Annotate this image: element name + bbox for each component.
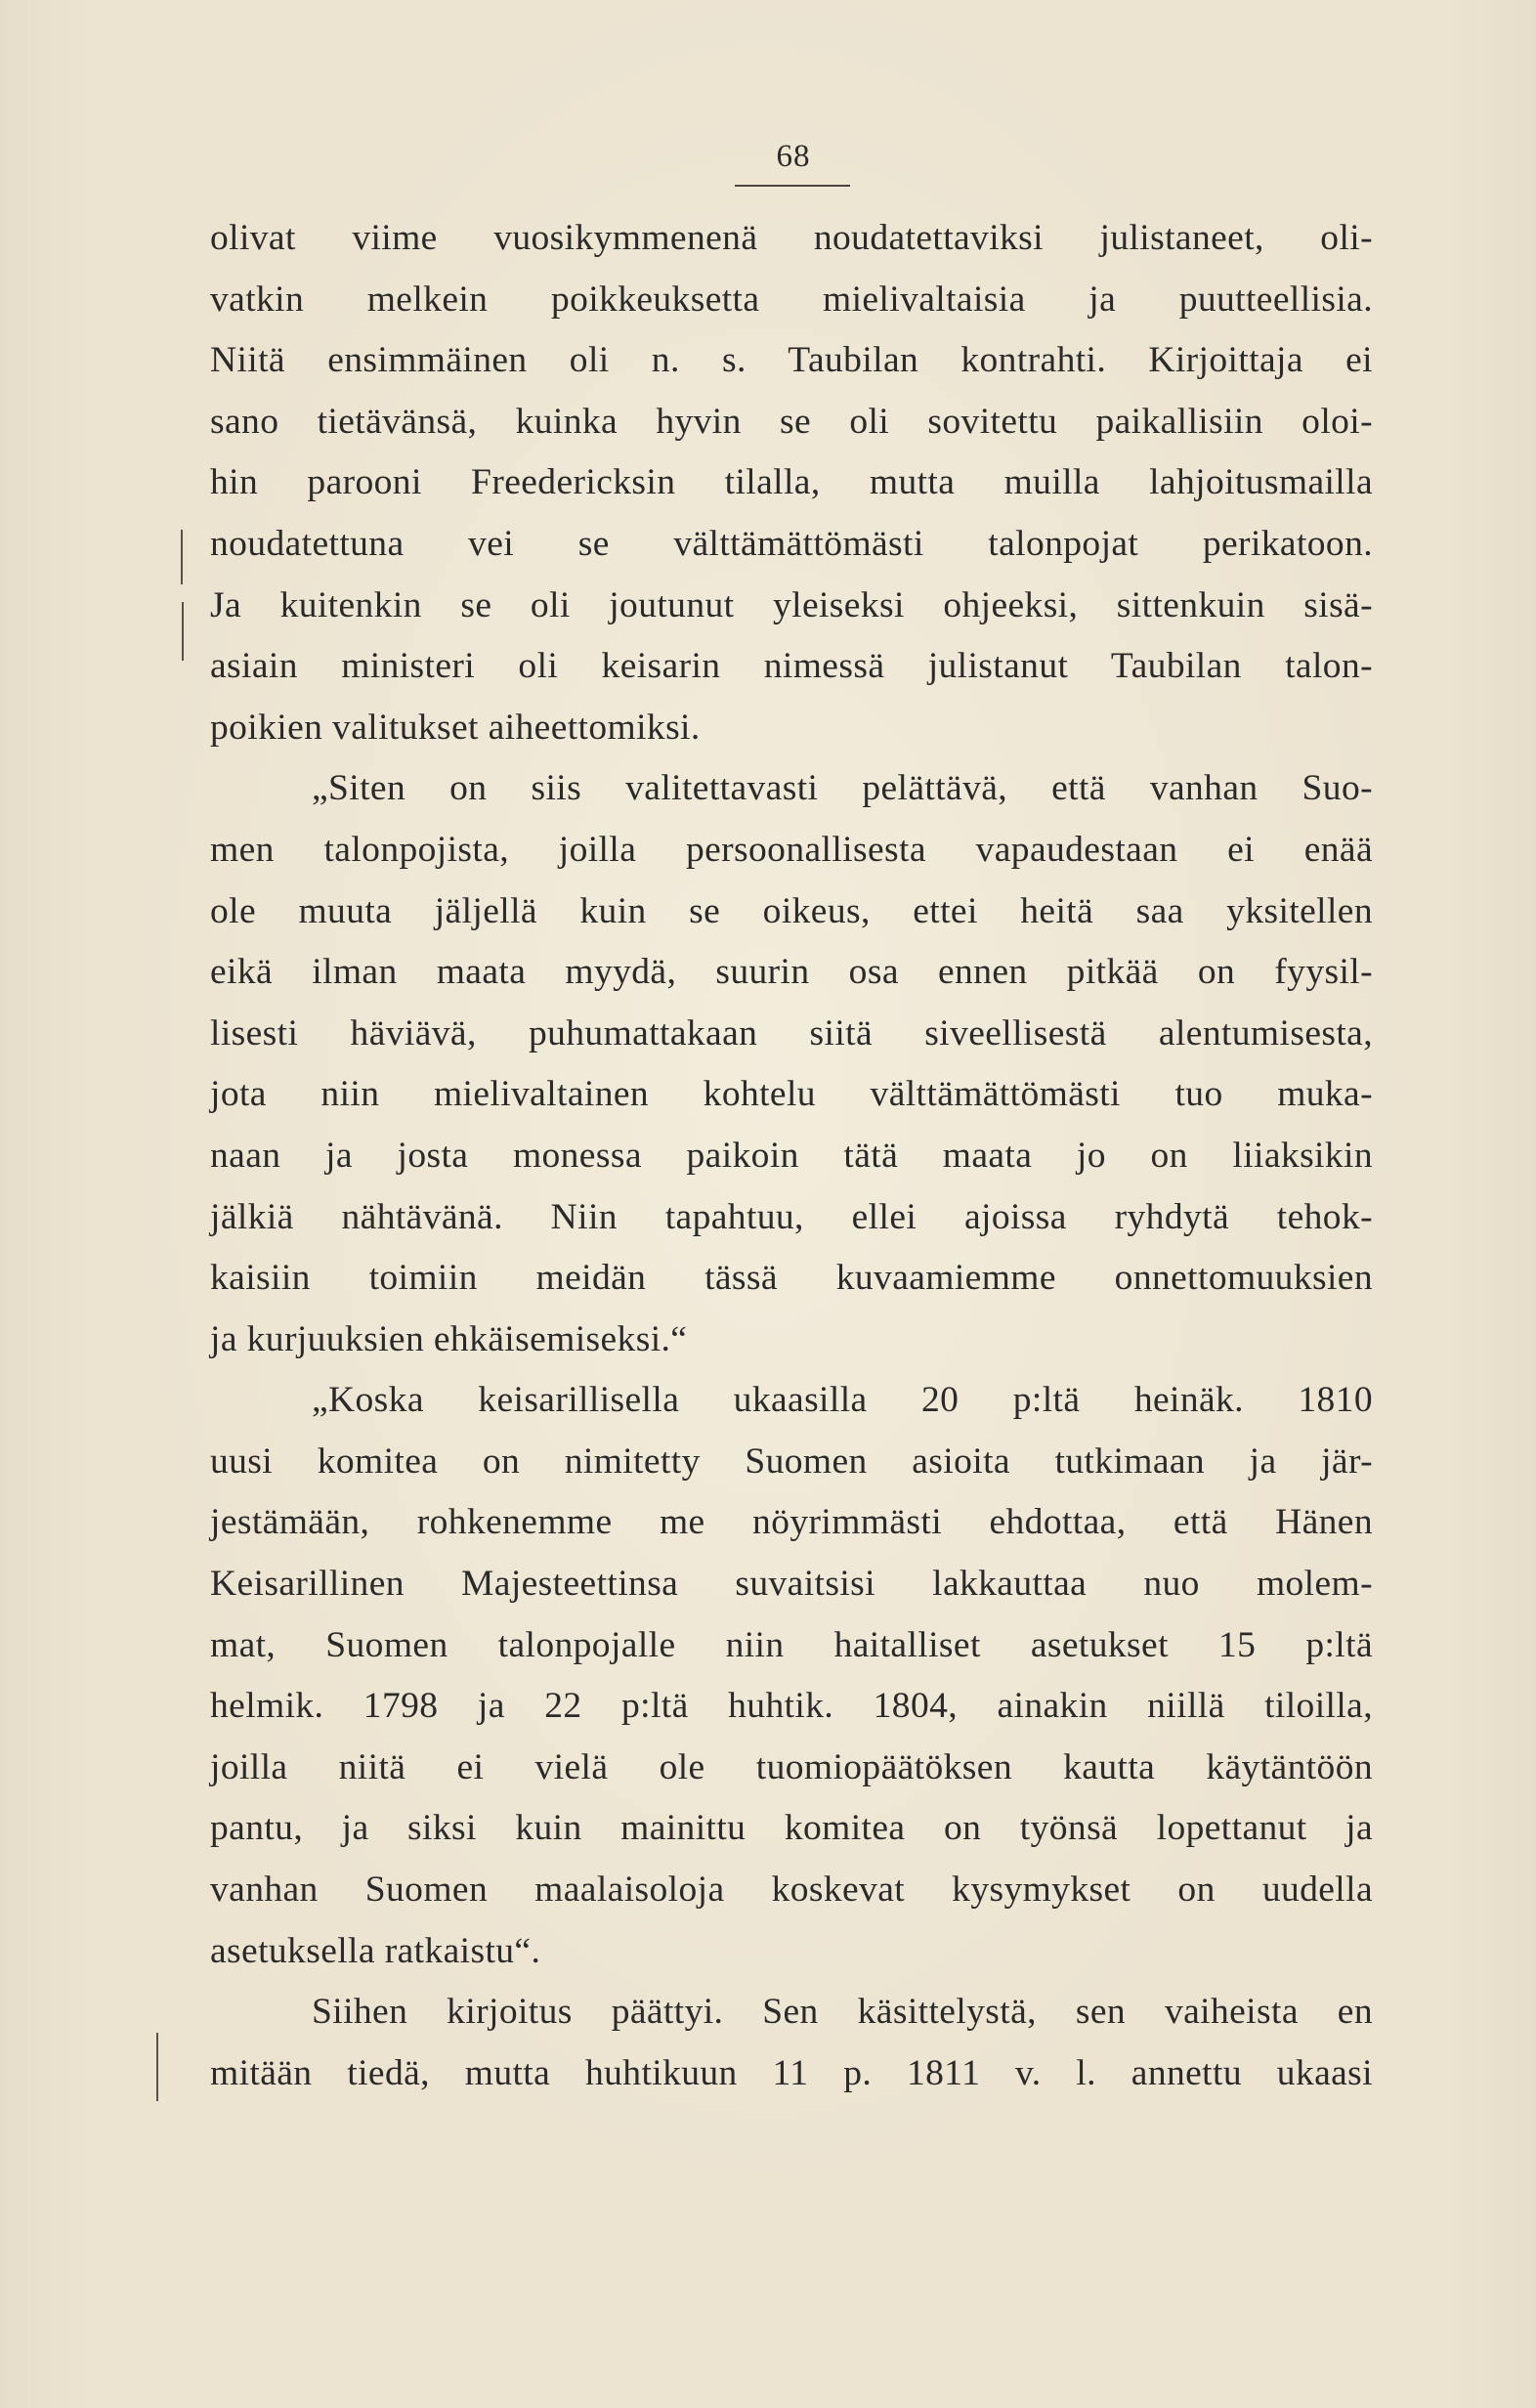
text-line: joilla niitä ei vielä ole tuomiopäätöksen kautta käytäntöön: [210, 1746, 1373, 1787]
text-line: jota niin mielivaltainen kohtelu välttämättömästi tuo muka-: [210, 1074, 1373, 1115]
text-line: Siihen kirjoitus päättyi. Sen käsittelystä, sen vaiheista en: [312, 1992, 1373, 2033]
text-line: asetuksella ratkaistu“.: [210, 1930, 541, 1971]
text-line: „Koska keisarillisella ukaasilla 20 p:ltä heinäk. 1810: [312, 1380, 1373, 1421]
margin-mark: [156, 2033, 158, 2101]
text-line: uusi komitea on nimitetty Suomen asioita tutkimaan ja jär-: [210, 1440, 1373, 1482]
text-line: pantu, ja siksi kuin mainittu komitea on työnsä lopettanut ja: [210, 1808, 1373, 1849]
text-line: sano tietävänsä, kuinka hyvin se oli sovitettu paikallisiin oloi-: [210, 401, 1373, 442]
text-line: mat, Suomen talonpojalle niin haitalliset asetukset 15 p:ltä: [210, 1624, 1373, 1665]
text-line: vanhan Suomen maalaisoloja koskevat kysymykset on uudella: [210, 1870, 1373, 1911]
text-line: jestämään, rohkenemme me nöyrimmästi ehdottaa, että Hänen: [210, 1502, 1373, 1543]
text-line: ja kurjuuksien ehkäisemiseksi.“: [210, 1318, 688, 1359]
margin-mark: [181, 530, 183, 584]
text-line: poikien valitukset aiheettomiksi.: [210, 707, 701, 748]
text-line: jälkiä nähtävänä. Niin tapahtuu, ellei ajoissa ryhdytä tehok-: [210, 1196, 1373, 1237]
text-line: kaisiin toimiin meidän tässä kuvaamiemme onnettomuuksien: [210, 1258, 1373, 1299]
text-line: ole muuta jäljellä kuin se oikeus, ettei heitä saa yksitellen: [210, 890, 1373, 931]
text-line: asiain ministeri oli keisarin nimessä julistanut Taubilan talon-: [210, 646, 1373, 687]
text-line: lisesti häviävä, puhumattakaan siitä siveellisestä alentumisesta,: [210, 1012, 1373, 1054]
text-line: Niitä ensimmäinen oli n. s. Taubilan kontrahti. Kirjoittaja ei: [210, 340, 1373, 381]
text-line: „Siten on siis valitettavasti pelättävä, että vanhan Suo-: [312, 768, 1373, 809]
text-line: Keisarillinen Majesteettinsa suvaitsisi lakkauttaa nuo molem-: [210, 1564, 1373, 1605]
text-line: noudatettuna vei se välttämättömästi talonpojat perikatoon.: [210, 523, 1373, 564]
text-line: eikä ilman maata myydä, suurin osa ennen pitkää on fyysil-: [210, 952, 1373, 993]
body-text: [210, 208, 1373, 2104]
margin-mark: [182, 602, 184, 661]
text-line: Ja kuitenkin se oli joutunut yleiseksi ohjeeksi, sittenkuin sisä-: [210, 584, 1373, 625]
text-line: mitään tiedä, mutta huhtikuun 11 p. 1811 v. l. annettu ukaasi: [210, 2052, 1373, 2093]
text-line: hin parooni Freedericksin tilalla, mutta muilla lahjoitusmailla: [210, 462, 1373, 503]
page-number-rule: [735, 185, 850, 187]
text-line: helmik. 1798 ja 22 p:ltä huhtik. 1804, ainakin niillä tiloilla,: [210, 1686, 1373, 1727]
page-number: 68: [776, 139, 811, 174]
text-line: olivat viime vuosikymmenenä noudatettaviksi julistaneet, oli-: [210, 218, 1373, 258]
text-line: vatkin melkein poikkeuksetta mielivaltaisia ja puutteellisia.: [210, 279, 1373, 320]
text-line: men talonpojista, joilla persoonallisesta vapaudestaan ei enää: [210, 829, 1373, 870]
text-line: naan ja josta monessa paikoin tätä maata jo on liiaksikin: [210, 1135, 1373, 1176]
